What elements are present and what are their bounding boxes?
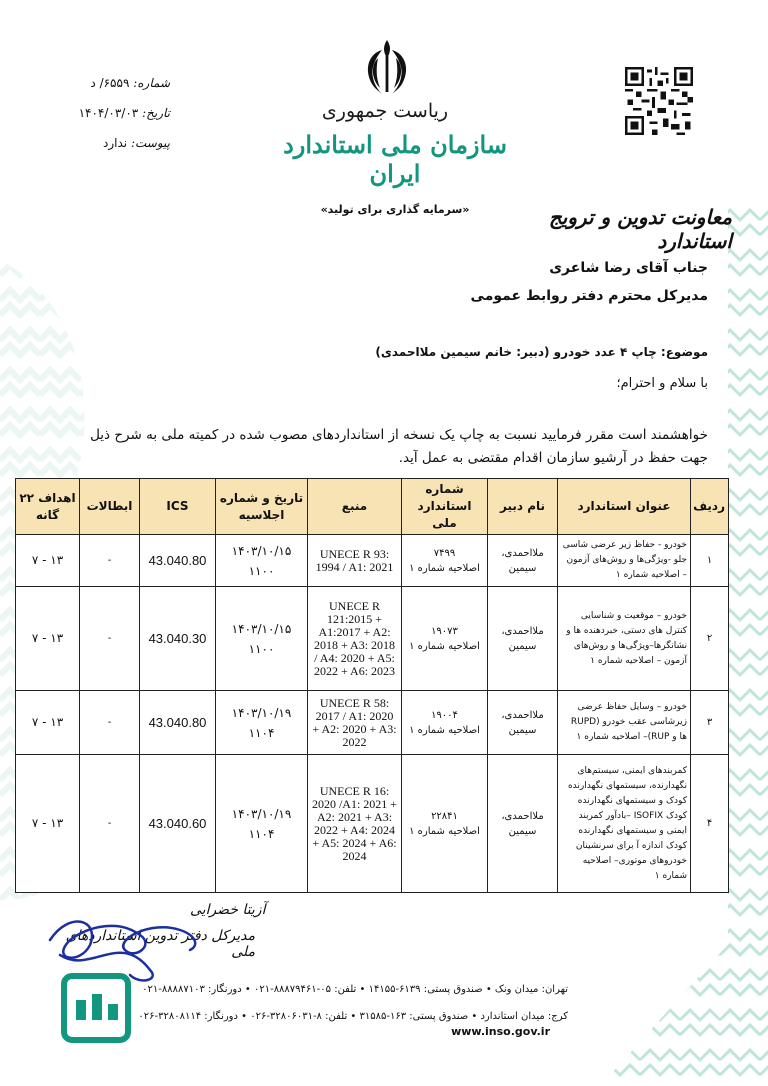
session-date	[216, 755, 308, 893]
standard-amendment: اصلاحیه شماره ۱	[409, 562, 480, 574]
standard-source: UNECE R 93: 1994 / A1: 2021	[308, 535, 402, 587]
standard-number	[402, 587, 488, 691]
table-row	[16, 691, 729, 755]
session-date-value: ۱۴۰۳/۱۰/۱۵	[231, 621, 292, 636]
goals: ۱۳ - ۷	[16, 535, 80, 587]
footer-tehran: تهران: میدان ونک • صندوق پستی: ۶۱۳۹-۱۴۱۵۵ • تلفن: ۰۵-۸۸۸۷۹۴۶۱-۰۲۱ • دورنگار: ۸۸۸۸۷۱۰۳-۰۲۱	[142, 984, 568, 995]
cancellations: -	[80, 755, 140, 893]
footer-karaj: کرج: میدان استاندارد • صندوق پستی: ۱۶۳-۳۱۵۸۵ • تلفن: ۸-۳۲۸۰۶۰۳۱-۰۲۶ • دورنگار: ۳۲۸۰۸۱۱۴-۰۲۶	[138, 1011, 568, 1022]
standard-amendment: اصلاحیه شماره ۱	[409, 640, 480, 652]
recipient-name: جناب آقای رضا شاعری	[549, 260, 708, 276]
number-label: شماره:	[133, 76, 170, 90]
organization-name: سازمان ملی استاندارد ایران	[283, 130, 507, 188]
standard-source: UNECE R 58: 2017 / A1: 2020 + A2: 2020 + A3: 2022	[308, 691, 402, 755]
cancellations: -	[80, 535, 140, 587]
secretary-name: ملااحمدی، سیمین	[488, 755, 558, 893]
ics-code: 43.040.80	[140, 691, 216, 755]
session-date	[216, 587, 308, 691]
standard-number	[402, 691, 488, 755]
header-ics: ICS	[140, 479, 216, 535]
letter-subject: موضوع: چاپ ۴ عدد خودرو (دبیر: خانم سیمین ملااحمدی)	[375, 345, 708, 359]
standard-title: خودرو – وسایل حفاظ عرضی زیرشاسی عقب خودرو (RUPD ها و RUP)– اصلاحیه شماره ۱	[558, 691, 691, 755]
header-secretary: نام دبیر	[488, 479, 558, 535]
standard-amendment: اصلاحیه شماره ۱	[409, 724, 480, 736]
goals: ۱۳ - ۷	[16, 587, 80, 691]
row-number: ۳	[691, 691, 729, 755]
header-goals: اهداف ۲۲ گانه	[16, 479, 80, 535]
row-number: ۱	[691, 535, 729, 587]
date-value: ۱۴۰۴/۰۳/۰۳	[78, 106, 139, 120]
signer-title: مدیرکل دفتر تدوین استانداردهای ملی	[65, 928, 255, 960]
letter-meta	[40, 68, 170, 158]
session-date	[216, 535, 308, 587]
letter-number	[40, 68, 170, 98]
deputy-title: معاونت تدوین و ترویج استاندارد	[548, 205, 732, 253]
session-date-value: ۱۴۰۳/۱۰/۱۹	[231, 806, 292, 821]
table-header-row	[16, 479, 729, 535]
secretary-name: ملااحمدی، سیمین	[488, 587, 558, 691]
standard-no: ۱۹۰۷۳	[431, 625, 458, 637]
cancellations: -	[80, 587, 140, 691]
session-number: ۱۱۰۴	[248, 826, 275, 841]
header-standard-number: شماره استاندارد ملی	[402, 479, 488, 535]
session-number: ۱۱۰۰	[248, 641, 275, 656]
ics-code: 43.040.30	[140, 587, 216, 691]
standards-table	[15, 478, 729, 893]
standard-no: ۷۴۹۹	[433, 547, 456, 559]
table-row	[16, 755, 729, 893]
session-number: ۱۱۰۴	[248, 725, 275, 740]
standard-source: UNECE R 16: 2020 /A1: 2021 + A2: 2021 + A3: 2022 + A4: 2024 + A5: 2024 + A6: 2024	[308, 755, 402, 893]
session-date-value: ۱۴۰۳/۱۰/۱۹	[231, 705, 292, 720]
ics-code: 43.040.80	[140, 535, 216, 587]
standard-title: کمربندهای ایمنی، سیستم‌های نگهدارنده، سیستمهای نگهدارنده کودک و سیستمهای نگهدارنده کودک ISOFIX –بادآور کمربند ایمنی و سیستمهای نگهدارنده کودک اندازه آ برای سرنشینان خودروهای موتوری– اصلاحیه شماره ۱	[558, 755, 691, 893]
standard-source: UNECE R 121:2015 + A1:2017 + A2: 2018 + A3: 2018 / A4: 2020 + A5: 2022 + A6: 2023	[308, 587, 402, 691]
cancellations: -	[80, 691, 140, 755]
footer-addresses	[48, 976, 568, 1030]
slogan: «سرمایه گذاری برای تولید»	[320, 203, 470, 216]
session-date	[216, 691, 308, 755]
session-number: ۱۱۰۰	[248, 563, 275, 578]
standard-number	[402, 755, 488, 893]
standard-title: خودرو - حفاظ زیر عرضی شاسی جلو -ویژگی‌ها و روش‌های آزمون – اصلاحیه شماره ۱	[558, 535, 691, 587]
session-date-value: ۱۴۰۳/۱۰/۱۵	[231, 543, 292, 558]
header-session-date: تاریخ و شماره اجلاسیه	[216, 479, 308, 535]
goals: ۱۳ - ۷	[16, 691, 80, 755]
number-value: ۶۵۵۹/ د	[90, 76, 130, 90]
header-row-number: ردیف	[691, 479, 729, 535]
table-row	[16, 535, 729, 587]
standard-number	[402, 535, 488, 587]
header-source: منبع	[308, 479, 402, 535]
ics-code: 43.040.60	[140, 755, 216, 893]
letter-date	[40, 98, 170, 128]
attachment-value: ندارد	[103, 136, 128, 150]
letter-body: خواهشمند است مقرر فرمایید نسبت به چاپ یک نسخه از استانداردهای مصوب شده در کمیته ملی به شرح ذیل جهت حفظ در آرشیو سازمان اقدام مقتضی به عمل آید.	[90, 427, 708, 466]
standard-title: خودرو – موقعیت و شناسایی کنترل های دستی، خبردهنده ها و نشانگرها–ویژگی‌ها و روش‌های آزمون – اصلاحیه شماره ۱	[558, 587, 691, 691]
attachment-label: پیوست:	[130, 136, 170, 150]
recipient-title: مدیرکل محترم دفتر روابط عمومی	[470, 288, 708, 304]
header-title: عنوان استاندارد	[558, 479, 691, 535]
qr-code-icon	[625, 67, 693, 135]
date-label: تاریخ:	[142, 106, 170, 120]
letter-attachment	[40, 128, 170, 158]
goals: ۱۳ - ۷	[16, 755, 80, 893]
standard-amendment: اصلاحیه شماره ۱	[409, 825, 480, 837]
standard-no: ۱۹۰۰۴	[431, 709, 458, 721]
presidency-title: ریاست جمهوری	[321, 100, 449, 122]
standard-no: ۲۲۸۴۱	[431, 810, 458, 822]
row-number: ۴	[691, 755, 729, 893]
row-number: ۲	[691, 587, 729, 691]
table-row	[16, 587, 729, 691]
header-cancellations: ابطالات	[80, 479, 140, 535]
iran-emblem-icon	[354, 36, 420, 98]
footer-website[interactable]: www.inso.gov.ir	[451, 1025, 550, 1038]
secretary-name: ملااحمدی، سیمین	[488, 691, 558, 755]
signer-name: آزیتا خضرایی	[190, 902, 266, 918]
greeting: با سلام و احترام؛	[616, 376, 708, 391]
secretary-name: ملااحمدی، سیمین	[488, 535, 558, 587]
